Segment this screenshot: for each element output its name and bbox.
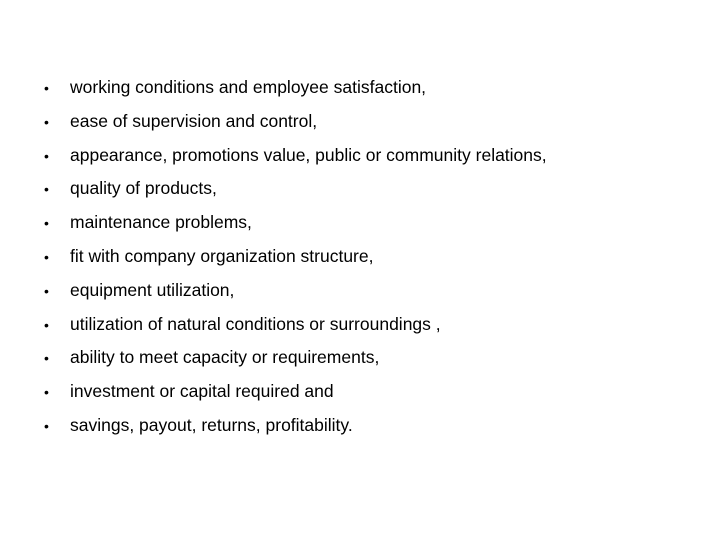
bullet-marker: • xyxy=(44,215,49,232)
bullet-list xyxy=(44,73,547,445)
bullet-text: investment or capital required and xyxy=(70,381,334,402)
list-item xyxy=(44,208,547,242)
list-item xyxy=(44,276,547,310)
bullet-text: working conditions and employee satisfaction, xyxy=(70,77,427,97)
bullet-text: maintenance problems, xyxy=(70,212,252,233)
bullet-marker: • xyxy=(44,316,49,333)
bullet-text: appearance, promotions value, public or community relations, xyxy=(70,144,547,165)
bullet-text: quality of products, xyxy=(70,178,217,199)
list-item xyxy=(44,107,547,141)
bullet-text: equipment utilization, xyxy=(70,279,235,300)
bullet-text: ease of supervision and control, xyxy=(70,110,318,131)
list-item xyxy=(44,310,547,344)
bullet-marker: • xyxy=(44,417,49,434)
list-item xyxy=(44,73,547,107)
list-item xyxy=(44,242,547,276)
list-item xyxy=(44,377,547,411)
bullet-text: utilization of natural conditions or surroundings , xyxy=(70,313,441,334)
bullet-text: ability to meet capacity or requirements, xyxy=(70,347,380,368)
bullet-marker: • xyxy=(44,113,49,130)
bullet-marker: • xyxy=(44,181,49,198)
bullet-marker: • xyxy=(44,80,49,96)
bullet-marker: • xyxy=(44,147,49,164)
list-item xyxy=(44,141,547,175)
list-item xyxy=(44,411,547,445)
bullet-marker: • xyxy=(44,248,49,265)
list-item xyxy=(44,174,547,208)
bullet-marker: • xyxy=(44,384,49,401)
bullet-text: fit with company organization structure, xyxy=(70,245,374,266)
bullet-marker: • xyxy=(44,350,49,367)
bullet-marker: • xyxy=(44,282,49,299)
bullet-text: savings, payout, returns, profitability. xyxy=(70,414,353,435)
list-item xyxy=(44,343,547,377)
